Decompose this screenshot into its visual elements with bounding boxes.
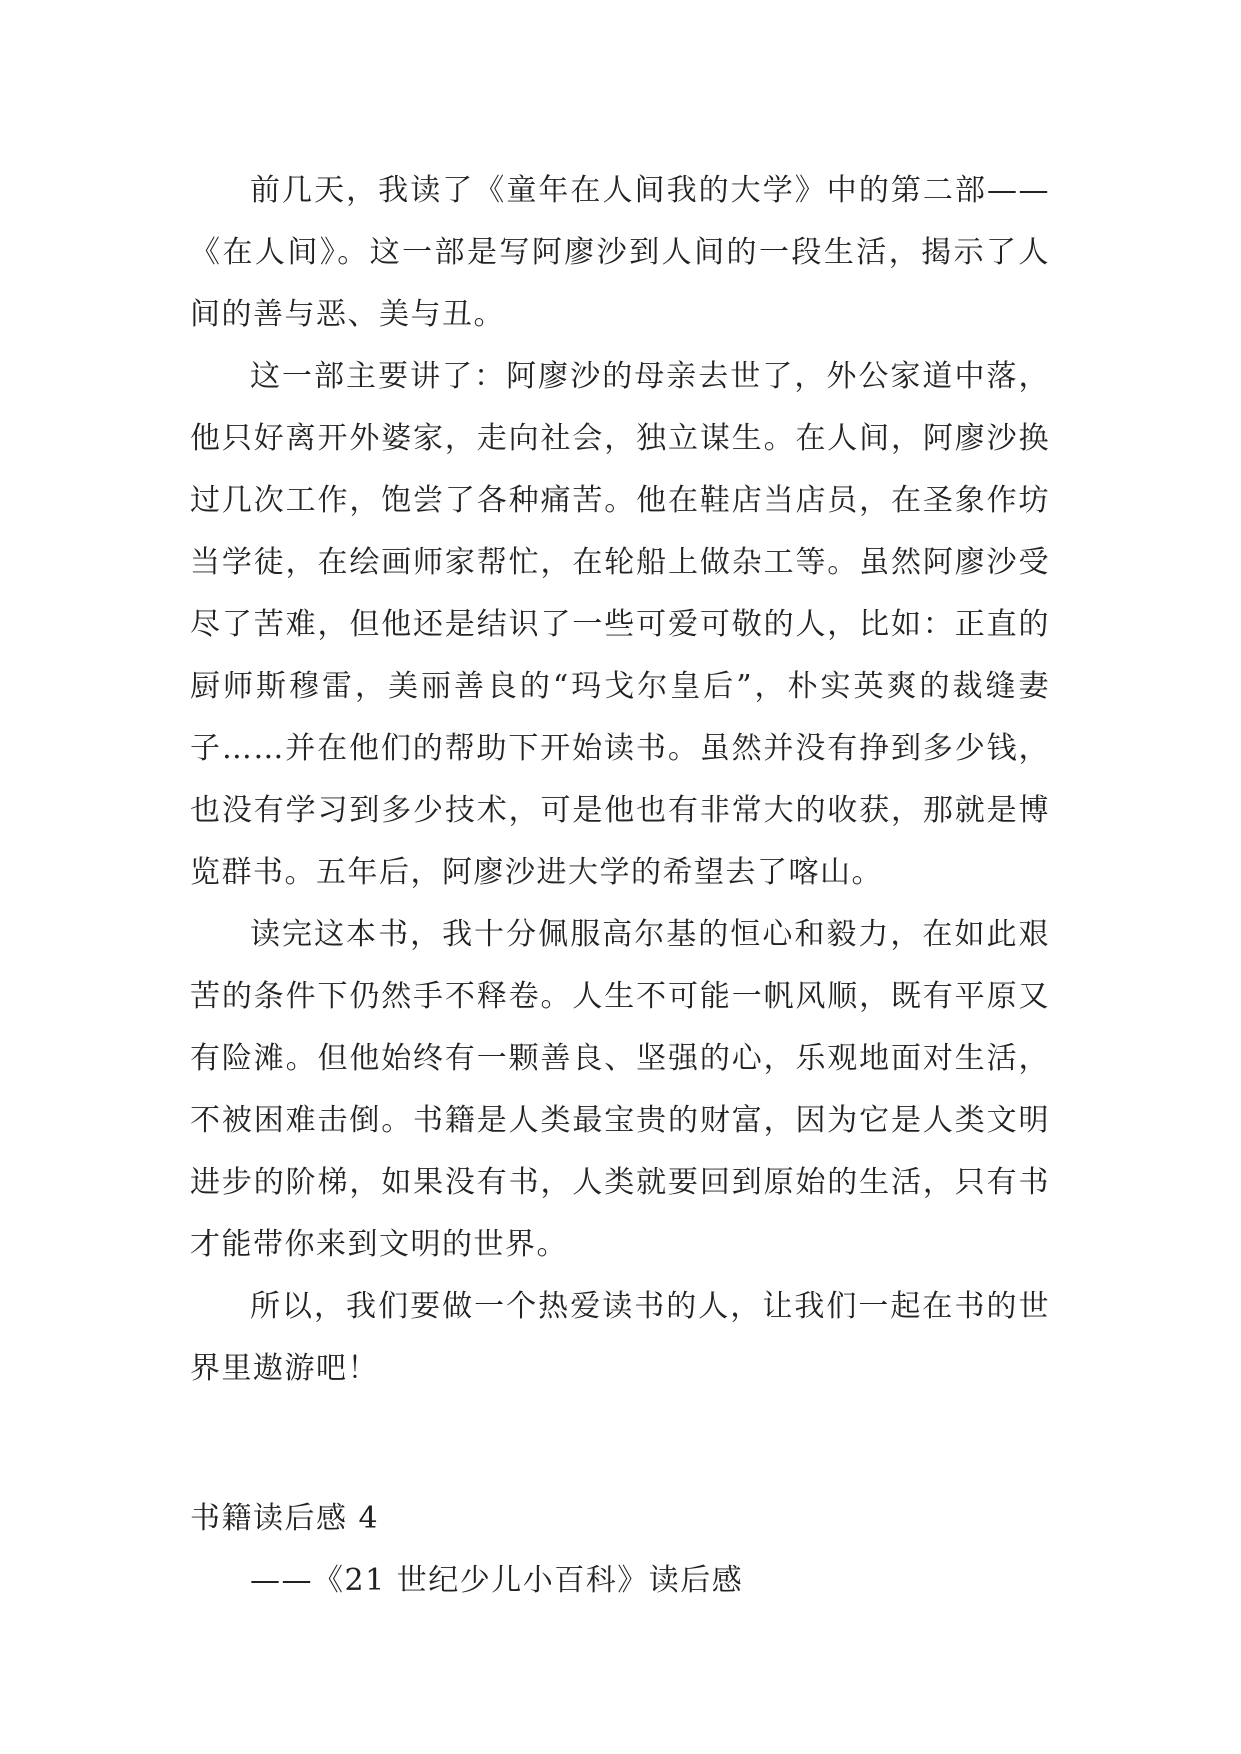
paragraph-2: 这一部主要讲了：阿廖沙的母亲去世了，外公家道中落，他只好离开外婆家，走向社会，独立谋生。在人间，阿廖沙换过几次工作，饱尝了各种痛苦。他在鞋店当店员，在圣象作坊当学徒，在绘画师家帮忙，在轮船上做杂工等。虽然阿廖沙受尽了苦难，但他还是结识了一些可爱可敬的人，比如：正直的厨师斯穆雷，美丽善良的“玛戈尔皇后”，朴实英爽的裁缝妻子……并在他们的帮助下开始读书。虽然并没有挣到多少钱，也没有学习到多少技术，可是他也有非常大的收获，那就是博览群书。五年后，阿廖沙进大学的希望去了喀山。	[190, 359, 1050, 890]
paragraph-3: 读完这本书，我十分佩服高尔基的恒心和毅力，在如此艰苦的条件下仍然手不释卷。人生不可能一帆风顺，既有平原又有险滩。但他始终有一颗善良、坚强的心，乐观地面对生活，不被困难击倒。书籍是人类最宝贵的财富，因为它是人类文明进步的阶梯，如果没有书，人类就要回到原始的生活，只有书才能带你来到文明的世界。	[190, 917, 1050, 1262]
section-subtitle: ——《21 世纪少儿小百科》读后感	[250, 1563, 744, 1598]
section-title: 书籍读后感 4	[190, 1501, 380, 1536]
document-body	[190, 160, 1050, 1612]
paragraph-1: 前几天，我读了《童年在人间我的大学》中的第二部——《在人间》。这一部是写阿廖沙到人间的一段生活，揭示了人间的善与恶、美与丑。	[190, 173, 1050, 332]
paragraph-4: 所以，我们要做一个热爱读书的人，让我们一起在书的世界里遨游吧！	[190, 1289, 1050, 1386]
